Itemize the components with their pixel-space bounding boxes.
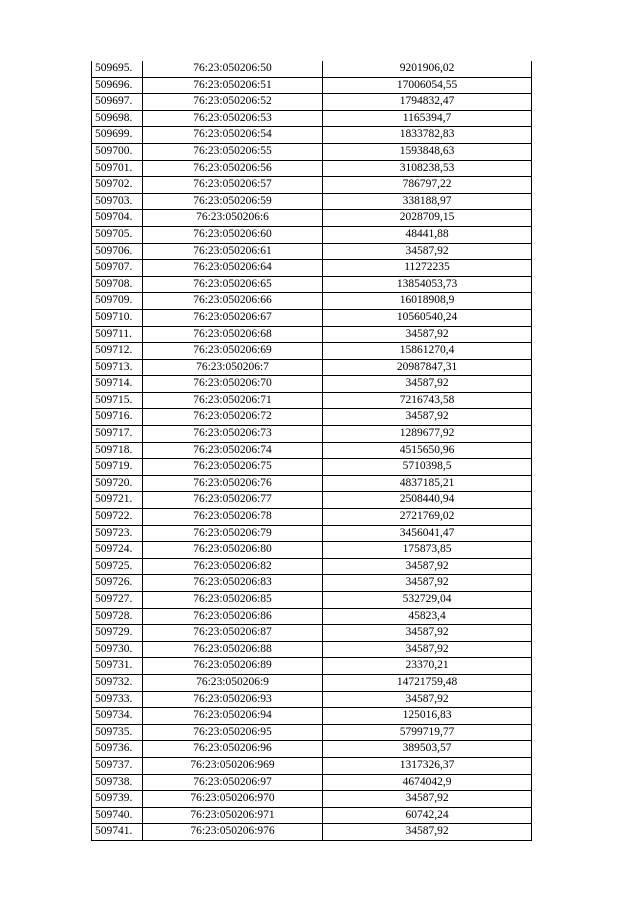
cadastral-value-cell: 34587,92 — [323, 641, 532, 658]
table-row — [92, 509, 532, 526]
cadastral-value-cell: 125016,83 — [323, 708, 532, 725]
table-row — [92, 757, 532, 774]
cadastral-value-cell: 338188,97 — [323, 193, 532, 210]
cadastral-value-cell: 389503,57 — [323, 741, 532, 758]
table-row — [92, 492, 532, 509]
row-number-cell: 509705. — [92, 226, 143, 243]
table-row — [92, 442, 532, 459]
row-number-cell: 509698. — [92, 110, 143, 127]
row-number-cell: 509702. — [92, 177, 143, 194]
row-number-cell: 509735. — [92, 724, 143, 741]
cadastral-value-cell: 34587,92 — [323, 625, 532, 642]
cadastral-number-cell: 76:23:050206:976 — [143, 824, 323, 841]
cadastral-value-cell: 34587,92 — [323, 824, 532, 841]
cadastral-value-cell: 5710398,5 — [323, 459, 532, 476]
cadastral-number-cell: 76:23:050206:70 — [143, 376, 323, 393]
cadastral-number-cell: 76:23:050206:50 — [143, 61, 323, 77]
table-row — [92, 459, 532, 476]
row-number-cell: 509728. — [92, 608, 143, 625]
cadastral-number-cell: 76:23:050206:51 — [143, 77, 323, 94]
table-row — [92, 708, 532, 725]
cadastral-value-cell: 3108238,53 — [323, 160, 532, 177]
table-row — [92, 791, 532, 808]
cadastral-number-cell: 76:23:050206:94 — [143, 708, 323, 725]
cadastral-number-cell: 76:23:050206:57 — [143, 177, 323, 194]
cadastral-value-cell: 1794832,47 — [323, 94, 532, 111]
table-row — [92, 193, 532, 210]
cadastral-number-cell: 76:23:050206:78 — [143, 509, 323, 526]
table-row — [92, 276, 532, 293]
cadastral-value-cell: 34587,92 — [323, 409, 532, 426]
cadastral-value-cell: 4674042,9 — [323, 774, 532, 791]
row-number-cell: 509696. — [92, 77, 143, 94]
cadastral-number-cell: 76:23:050206:56 — [143, 160, 323, 177]
table-row — [92, 260, 532, 277]
cadastral-number-cell: 76:23:050206:67 — [143, 309, 323, 326]
cadastral-number-cell: 76:23:050206:60 — [143, 226, 323, 243]
row-number-cell: 509700. — [92, 143, 143, 160]
cadastral-value-cell: 2721769,02 — [323, 509, 532, 526]
cadastral-number-cell: 76:23:050206:6 — [143, 210, 323, 227]
cadastral-value-table — [91, 61, 532, 841]
cadastral-number-cell: 76:23:050206:87 — [143, 625, 323, 642]
table-row — [92, 475, 532, 492]
cadastral-value-cell: 15861270,4 — [323, 343, 532, 360]
row-number-cell: 509736. — [92, 741, 143, 758]
cadastral-number-cell: 76:23:050206:68 — [143, 326, 323, 343]
row-number-cell: 509714. — [92, 376, 143, 393]
table-row — [92, 243, 532, 260]
table-row — [92, 94, 532, 111]
cadastral-value-cell: 34587,92 — [323, 558, 532, 575]
table-row — [92, 160, 532, 177]
cadastral-value-cell: 13854053,73 — [323, 276, 532, 293]
row-number-cell: 509726. — [92, 575, 143, 592]
cadastral-value-cell: 1317326,37 — [323, 757, 532, 774]
table-row — [92, 110, 532, 127]
table-row — [92, 426, 532, 443]
cadastral-value-cell: 4515650,96 — [323, 442, 532, 459]
cadastral-value-cell: 3456041,47 — [323, 525, 532, 542]
cadastral-value-cell: 4837185,21 — [323, 475, 532, 492]
table-row — [92, 392, 532, 409]
table-row — [92, 326, 532, 343]
table-row — [92, 409, 532, 426]
row-number-cell: 509738. — [92, 774, 143, 791]
cadastral-value-cell: 34587,92 — [323, 791, 532, 808]
row-number-cell: 509733. — [92, 691, 143, 708]
cadastral-value-cell: 14721759,48 — [323, 674, 532, 691]
cadastral-value-cell: 48441,88 — [323, 226, 532, 243]
table-row — [92, 724, 532, 741]
cadastral-number-cell: 76:23:050206:97 — [143, 774, 323, 791]
table-row — [92, 741, 532, 758]
cadastral-number-cell: 76:23:050206:82 — [143, 558, 323, 575]
table-row — [92, 226, 532, 243]
cadastral-number-cell: 76:23:050206:61 — [143, 243, 323, 260]
row-number-cell: 509734. — [92, 708, 143, 725]
table-row — [92, 309, 532, 326]
cadastral-value-cell: 10560540,24 — [323, 309, 532, 326]
table-row — [92, 558, 532, 575]
cadastral-value-cell: 1833782,83 — [323, 127, 532, 144]
cadastral-value-cell: 1289677,92 — [323, 426, 532, 443]
cadastral-number-cell: 76:23:050206:75 — [143, 459, 323, 476]
cadastral-number-cell: 76:23:050206:55 — [143, 143, 323, 160]
cadastral-number-cell: 76:23:050206:59 — [143, 193, 323, 210]
row-number-cell: 509708. — [92, 276, 143, 293]
cadastral-number-cell: 76:23:050206:73 — [143, 426, 323, 443]
cadastral-value-cell: 16018908,9 — [323, 293, 532, 310]
cadastral-value-cell: 60742,24 — [323, 807, 532, 824]
cadastral-number-cell: 76:23:050206:83 — [143, 575, 323, 592]
row-number-cell: 509699. — [92, 127, 143, 144]
cadastral-value-cell: 34587,92 — [323, 691, 532, 708]
table-row — [92, 343, 532, 360]
row-number-cell: 509695. — [92, 61, 143, 77]
table-row — [92, 641, 532, 658]
cadastral-value-cell: 1593848,63 — [323, 143, 532, 160]
cadastral-number-cell: 76:23:050206:9 — [143, 674, 323, 691]
table-row — [92, 674, 532, 691]
cadastral-number-cell: 76:23:050206:95 — [143, 724, 323, 741]
table-row — [92, 143, 532, 160]
row-number-cell: 509732. — [92, 674, 143, 691]
row-number-cell: 509715. — [92, 392, 143, 409]
row-number-cell: 509722. — [92, 509, 143, 526]
cadastral-number-cell: 76:23:050206:54 — [143, 127, 323, 144]
row-number-cell: 509713. — [92, 359, 143, 376]
table-row — [92, 127, 532, 144]
cadastral-value-cell: 1165394,7 — [323, 110, 532, 127]
table-row — [92, 774, 532, 791]
cadastral-value-cell: 5799719,77 — [323, 724, 532, 741]
cadastral-number-cell: 76:23:050206:71 — [143, 392, 323, 409]
document-page — [91, 61, 531, 841]
cadastral-number-cell: 76:23:050206:93 — [143, 691, 323, 708]
cadastral-number-cell: 76:23:050206:76 — [143, 475, 323, 492]
row-number-cell: 509731. — [92, 658, 143, 675]
row-number-cell: 509720. — [92, 475, 143, 492]
cadastral-value-cell: 34587,92 — [323, 575, 532, 592]
cadastral-number-cell: 76:23:050206:72 — [143, 409, 323, 426]
table-row — [92, 293, 532, 310]
cadastral-number-cell: 76:23:050206:77 — [143, 492, 323, 509]
row-number-cell: 509703. — [92, 193, 143, 210]
row-number-cell: 509701. — [92, 160, 143, 177]
row-number-cell: 509709. — [92, 293, 143, 310]
table-row — [92, 807, 532, 824]
row-number-cell: 509730. — [92, 641, 143, 658]
cadastral-number-cell: 76:23:050206:85 — [143, 592, 323, 609]
cadastral-value-cell: 34587,92 — [323, 376, 532, 393]
row-number-cell: 509716. — [92, 409, 143, 426]
cadastral-value-cell: 532729,04 — [323, 592, 532, 609]
row-number-cell: 509717. — [92, 426, 143, 443]
table-row — [92, 824, 532, 841]
cadastral-number-cell: 76:23:050206:971 — [143, 807, 323, 824]
cadastral-value-cell: 34587,92 — [323, 243, 532, 260]
cadastral-number-cell: 76:23:050206:69 — [143, 343, 323, 360]
cadastral-number-cell: 76:23:050206:7 — [143, 359, 323, 376]
cadastral-number-cell: 76:23:050206:53 — [143, 110, 323, 127]
cadastral-value-cell: 786797,22 — [323, 177, 532, 194]
cadastral-value-cell: 2028709,15 — [323, 210, 532, 227]
cadastral-value-cell: 23370,21 — [323, 658, 532, 675]
cadastral-value-cell: 2508440,94 — [323, 492, 532, 509]
table-row — [92, 359, 532, 376]
cadastral-value-cell: 7216743,58 — [323, 392, 532, 409]
row-number-cell: 509704. — [92, 210, 143, 227]
table-row — [92, 210, 532, 227]
cadastral-number-cell: 76:23:050206:74 — [143, 442, 323, 459]
cadastral-value-cell: 45823,4 — [323, 608, 532, 625]
table-row — [92, 625, 532, 642]
row-number-cell: 509727. — [92, 592, 143, 609]
row-number-cell: 509737. — [92, 757, 143, 774]
row-number-cell: 509719. — [92, 459, 143, 476]
cadastral-number-cell: 76:23:050206:969 — [143, 757, 323, 774]
row-number-cell: 509725. — [92, 558, 143, 575]
cadastral-number-cell: 76:23:050206:79 — [143, 525, 323, 542]
table-row — [92, 542, 532, 559]
cadastral-number-cell: 76:23:050206:64 — [143, 260, 323, 277]
table-row — [92, 77, 532, 94]
cadastral-number-cell: 76:23:050206:80 — [143, 542, 323, 559]
row-number-cell: 509718. — [92, 442, 143, 459]
row-number-cell: 509721. — [92, 492, 143, 509]
table-row — [92, 658, 532, 675]
cadastral-number-cell: 76:23:050206:65 — [143, 276, 323, 293]
table-row — [92, 592, 532, 609]
cadastral-number-cell: 76:23:050206:52 — [143, 94, 323, 111]
table-row — [92, 608, 532, 625]
cadastral-number-cell: 76:23:050206:96 — [143, 741, 323, 758]
table-row — [92, 376, 532, 393]
table-row — [92, 575, 532, 592]
cadastral-value-cell: 175873,85 — [323, 542, 532, 559]
row-number-cell: 509723. — [92, 525, 143, 542]
cadastral-number-cell: 76:23:050206:66 — [143, 293, 323, 310]
table-row — [92, 61, 532, 77]
row-number-cell: 509740. — [92, 807, 143, 824]
row-number-cell: 509710. — [92, 309, 143, 326]
row-number-cell: 509697. — [92, 94, 143, 111]
cadastral-value-cell: 9201906,02 — [323, 61, 532, 77]
row-number-cell: 509739. — [92, 791, 143, 808]
table-row — [92, 177, 532, 194]
cadastral-number-cell: 76:23:050206:86 — [143, 608, 323, 625]
table-row — [92, 525, 532, 542]
cadastral-number-cell: 76:23:050206:88 — [143, 641, 323, 658]
row-number-cell: 509741. — [92, 824, 143, 841]
cadastral-value-cell: 11272235 — [323, 260, 532, 277]
cadastral-value-cell: 20987847,31 — [323, 359, 532, 376]
cadastral-number-cell: 76:23:050206:970 — [143, 791, 323, 808]
row-number-cell: 509724. — [92, 542, 143, 559]
table-row — [92, 691, 532, 708]
cadastral-value-cell: 17006054,55 — [323, 77, 532, 94]
table-body — [92, 61, 532, 840]
cadastral-value-cell: 34587,92 — [323, 326, 532, 343]
row-number-cell: 509707. — [92, 260, 143, 277]
row-number-cell: 509706. — [92, 243, 143, 260]
row-number-cell: 509711. — [92, 326, 143, 343]
row-number-cell: 509729. — [92, 625, 143, 642]
row-number-cell: 509712. — [92, 343, 143, 360]
cadastral-number-cell: 76:23:050206:89 — [143, 658, 323, 675]
